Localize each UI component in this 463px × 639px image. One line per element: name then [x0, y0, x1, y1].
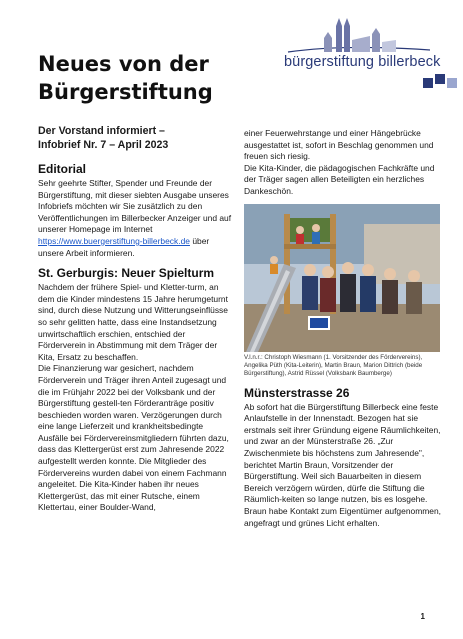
title-line-2: Bürgerstiftung: [38, 80, 213, 104]
page-number: 1: [420, 612, 425, 621]
spielturm-paragraph-1: Nachdem der frühere Spiel- und Kletter-turm, an dem die Kinder mindestens 15 Jahre herumgeturnt sind, durch diese Nutzung und Witterungseinflüsse so sehr gelitten hatte, dass eine Instandsetzung unwirtschaftlich erschien, entschied der Förderverein in Abstimmung mit dem Träger der Kita, Ersatz zu beschaffen.: [38, 282, 228, 362]
group-photo-illustration: [244, 204, 440, 352]
left-column: [38, 124, 234, 514]
spielturm-heading: St. Gerburgis: Neuer Spielturm: [38, 266, 215, 281]
editorial-intro: Sehr geehrte Stifter, Spender und Freunde der Bürgerstiftung, mit dieser siebten Ausgabe unseres Infobriefs möchten wir Sie zusätzlich zu den Veröffentlichungen im Billerbecker Anzeiger und auf unserer Homepage im Internet: [38, 178, 232, 235]
editorial-outro: über unsere Arbeit informieren.: [38, 235, 210, 258]
spielturm-continuation-2: Die Kita-Kinder, die pädagogischen Fachkräfte und der Träger sagen allen Beteiligten ein herzliches Dankeschön.: [244, 162, 435, 196]
issue-subtitle: [38, 124, 234, 152]
logo-text: bürgerstiftung billerbeck: [284, 54, 441, 70]
homepage-link[interactable]: https://www.buergerstiftung-billerbeck.de: [38, 235, 190, 246]
title-line-1: Neues von der: [38, 52, 209, 76]
muensterstrasse-heading: Münsterstrasse 26: [244, 385, 350, 400]
playground-photo: [244, 204, 440, 352]
subtitle-line-1: Der Vorstand informiert –: [38, 125, 165, 137]
photo-caption: V.l.n.r.: Christoph Wiesmann (1. Vorsitzender des Fördervereins), Angelika Püth (Kita-Leiterin), Martin Braun, Marion Dittrich (beide Bürgerstiftung), Astrid Rüssel (Volksbank Baumberge): [244, 353, 423, 377]
right-column: [244, 128, 444, 529]
spielturm-continuation-1: einer Feuerwehrstange und einer Hängebrücke ausgestattet ist, sofort in Beschlag genommen und freuen sich riesig.: [244, 128, 434, 162]
editorial-heading: Editorial: [38, 162, 87, 176]
logo-squares-icon: [423, 72, 463, 90]
spielturm-paragraph-2: Die Finanzierung war gesichert, nachdem Förderverein und Träger ihren Anteil zugesagt und die im Frühjahr 2022 bei der Volksbank und der Bürgerstiftung gestell-ten Förderanträge positiv beschieden worden waren. Verzögerungen durch eine lange Lieferzeit und krankheitsbedingte Ausfälle bei Fördervereinsmitgliedern führten dazu, dass das Klettergerüst erst zum Jahresende 2022 aufgestellt werden konnte. Die Mitglieder des Fördervereins wurden dabei von einem Fachmann angeleitet. Die Kita-Kinder haben ihr neues Klettergerüst, das mit einer Rutsche, einem Klettertau, einer Boulder-Wand,: [38, 363, 229, 513]
subtitle-line-2: Infobrief Nr. 7 – April 2023: [38, 139, 169, 151]
editorial-text: [38, 178, 234, 259]
newsletter-title: [38, 50, 248, 106]
church-skyline-icon: [284, 16, 434, 56]
muensterstrasse-text: Ab sofort hat die Bürgerstiftung Billerbeck eine feste Anlaufstelle in der Innenstadt. Bezogen hat sie erstmals seit ihrer Gründung eigene Räumlichkeiten, und zwar an der Münsterstraße 26. „Zur Zwischenmiete bis höchstens zum Jahresende", berichtet Martin Braun, Vorsitzender der Bürgerstiftung. Weil sich Bauarbeiten in diesem Bereich verzögern würden, dürfe die Stiftung die Räumlich-keiten so lange nutzen, bis es losgehe. Braun habe Kontakt zum Eigentümer aufgenommen, angefragt und grünes Licht erhalten.: [244, 401, 441, 528]
buergerstiftung-logo: [268, 16, 463, 88]
